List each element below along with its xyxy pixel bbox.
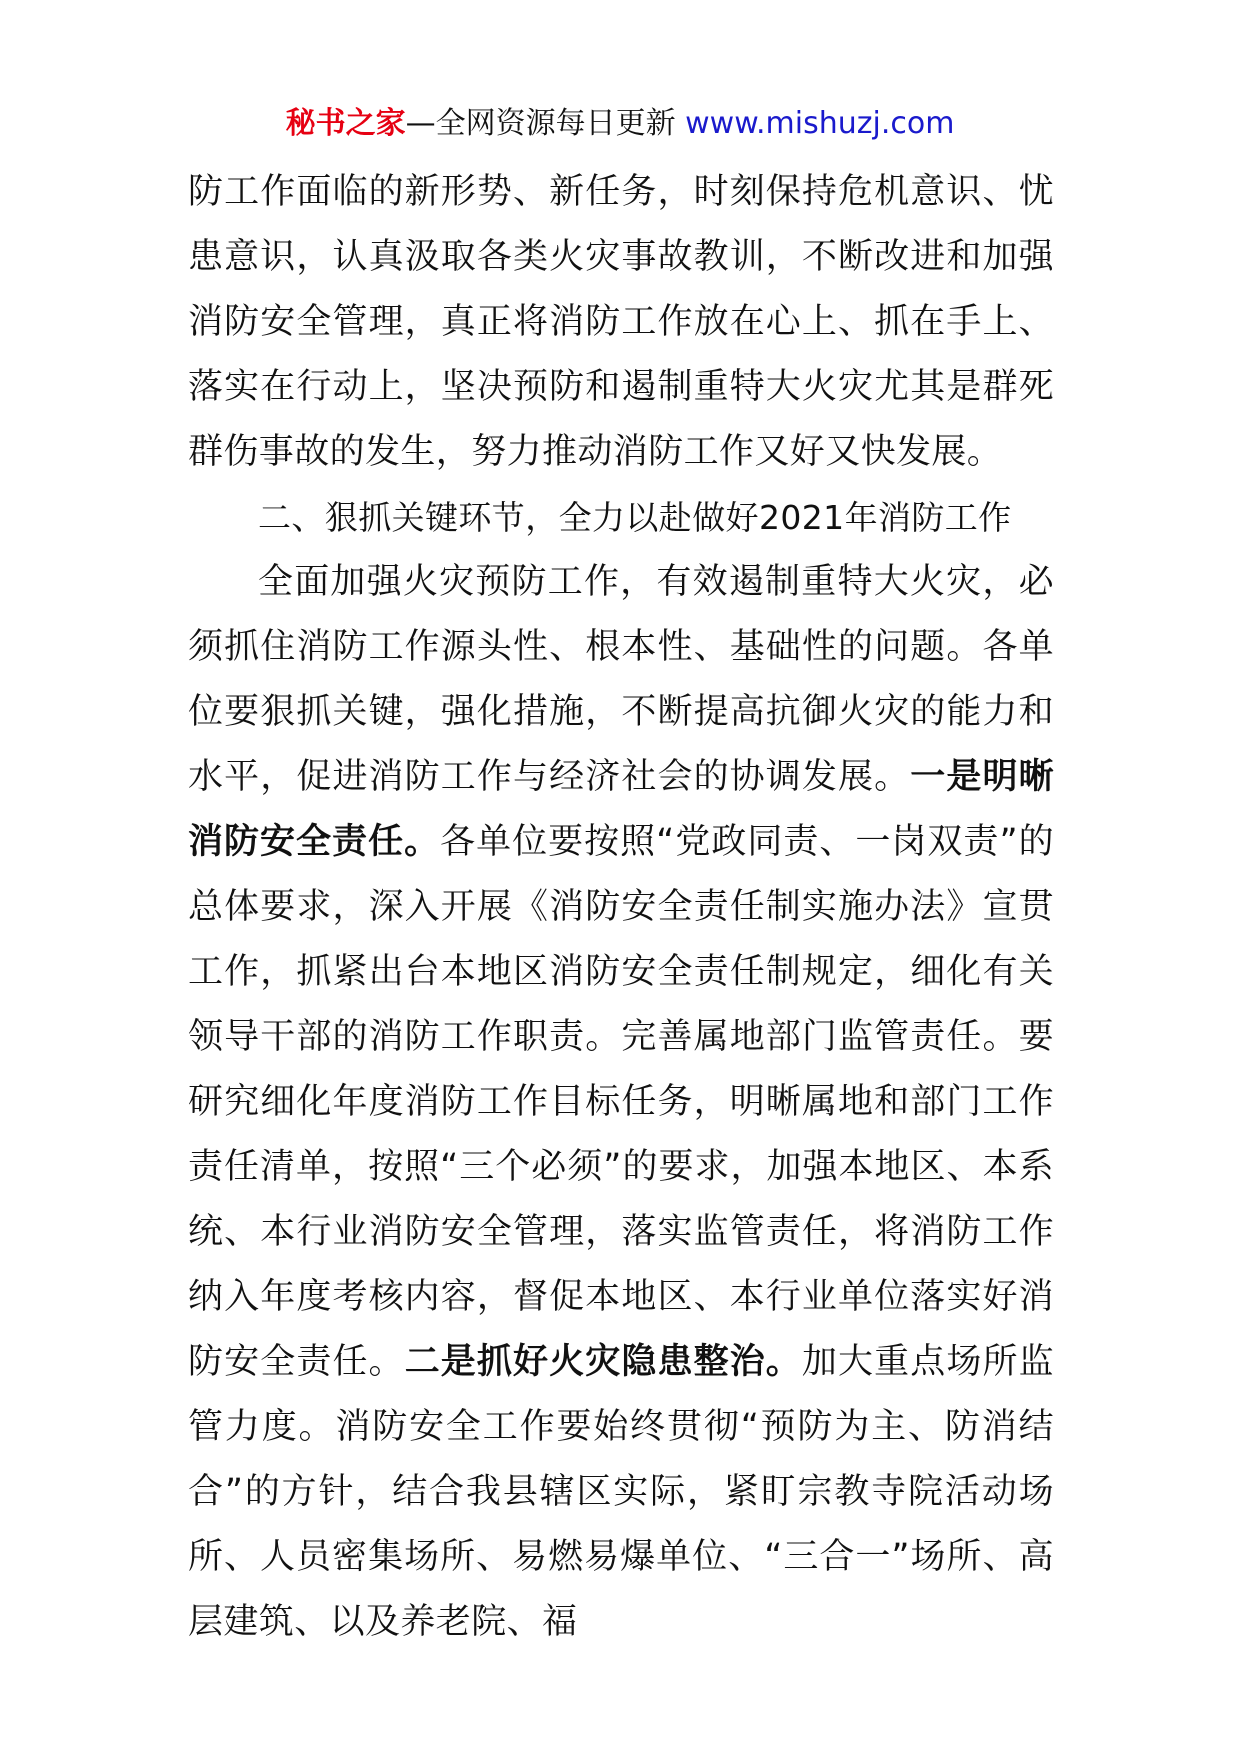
point-one-title: 一是明晰消防安全责任。 [188, 757, 1054, 862]
point-two-text: 加大重点场所监管力度。消防安全工作要始终贯彻“预防为主、防消结合”的方针，结合我县辖区实际，紧盯宗教寺院活动场所、人员密集场所、易燃易爆单位、“三合一”场所、高层建筑、以及养老院、福 [188, 1342, 1054, 1642]
section-heading: 二、狠抓关键环节，全力以赴做好2021年消防工作 [258, 498, 1012, 537]
header-tagline: —全网资源每日更新 [405, 106, 686, 141]
website-link[interactable]: www.mishuzj.com [685, 106, 955, 141]
document-body [188, 160, 1054, 1655]
paragraph-intro: 全面加强火灾预防工作，有效遏制重特大火灾，必须抓住消防工作源头性、根本性、基础性的问题。各单位要狠抓关键，强化措施，不断提高抗御火灾的能力和水平，促进消防工作与经济社会的协调发展。 [188, 562, 1054, 797]
paragraph-key-measures [188, 550, 1054, 1655]
brand-name: 秘书之家 [285, 106, 406, 141]
point-two-title: 二是抓好火灾隐患整治。 [404, 1342, 802, 1382]
point-one-text: 各单位要按照“党政同责、一岗双责”的总体要求，深入开展《消防安全责任制实施办法》宣贯工作，抓紧出台本地区消防安全责任制规定，细化有关领导干部的消防工作职责。完善属地部门监管责任。要研究细化年度消防工作目标任务，明晰属地和部门工作责任清单，按照“三个必须”的要求，加强本地区、本系统、本行业消防安全管理，落实监管责任，将消防工作纳入年度考核内容，督促本地区、本行业单位落实好消防安全责任。 [188, 822, 1054, 1382]
page-header [0, 100, 1240, 148]
paragraph-continuation: 防工作面临的新形势、新任务，时刻保持危机意识、忧患意识，认真汲取各类火灾事故教训，不断改进和加强消防安全管理，真正将消防工作放在心上、抓在手上、落实在行动上，坚决预防和遏制重特大火灾尤其是群死群伤事故的发生，努力推动消防工作又好又快发展。 [188, 172, 1054, 472]
